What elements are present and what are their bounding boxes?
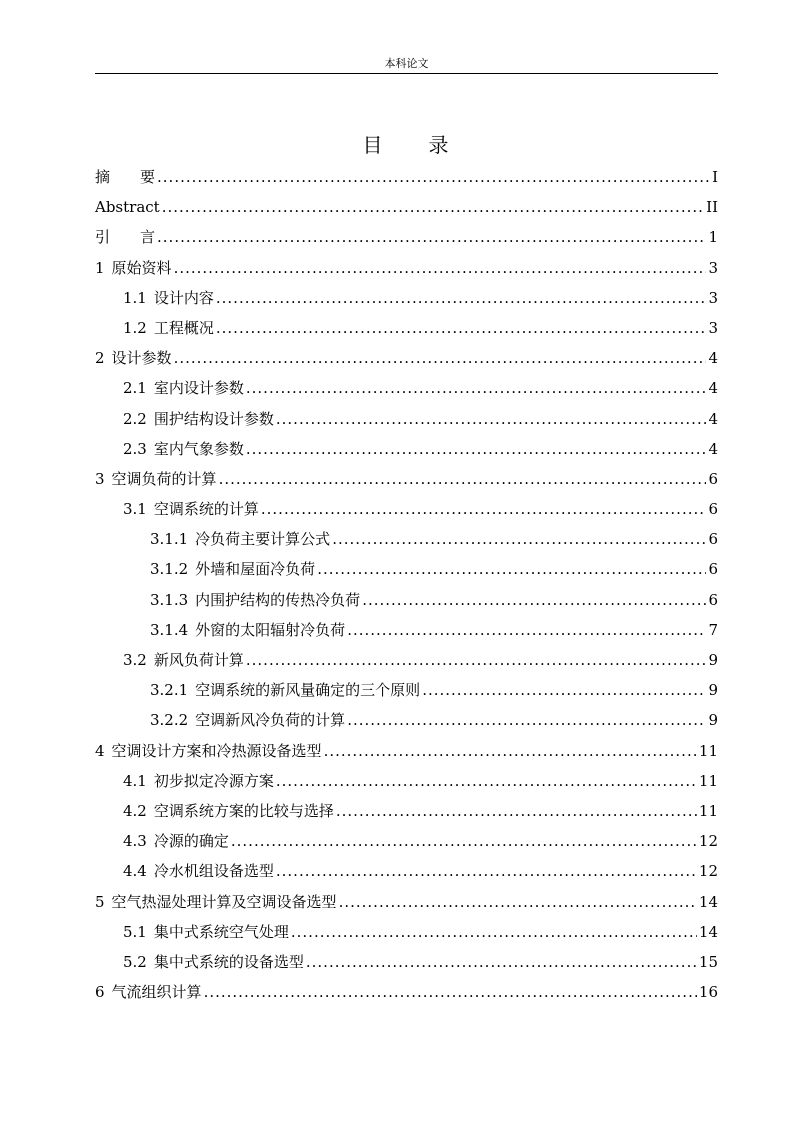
toc-entry-label: 工程概况 (153, 318, 214, 337)
toc-entry-number: 5 (95, 892, 105, 911)
toc-entry-page: 6 (708, 469, 718, 488)
toc-entry-number: 3.1.2 (150, 560, 189, 579)
toc-entry-label: 空调新风冷负荷的计算 (195, 711, 346, 730)
toc-entry-page: 9 (708, 681, 718, 700)
toc-entry-page: 6 (708, 530, 718, 549)
dot-leader (162, 192, 704, 222)
dot-leader (291, 917, 697, 947)
dot-leader (216, 313, 707, 343)
toc-entry[interactable] (95, 404, 718, 434)
toc-entry-page: 9 (708, 651, 718, 669)
toc-entry-label: 外窗的太阳辐射冷负荷 (195, 620, 346, 639)
dot-leader (246, 645, 707, 675)
toc-entry-label: 设计内容 (153, 288, 214, 307)
toc-entry-number: 4.3 (123, 832, 147, 851)
toc-entry-number: 1.1 (123, 288, 147, 307)
toc-entry-number: 2.1 (123, 379, 147, 398)
toc-entry-label: Abstract (95, 198, 160, 217)
dot-leader (157, 222, 706, 252)
dot-leader (246, 434, 707, 464)
dot-leader (216, 283, 707, 313)
table-of-contents (95, 162, 718, 1007)
dot-leader (422, 675, 706, 705)
toc-entry-label: 集中式系统空气处理 (153, 922, 289, 941)
toc-entry[interactable] (95, 766, 718, 796)
toc-entry-label: 摘 要 (95, 168, 156, 186)
toc-title: 目 录 (362, 133, 451, 157)
toc-entry-number: 4.2 (123, 801, 147, 820)
dot-leader (204, 977, 697, 1007)
dot-leader (347, 615, 706, 645)
header-rule (95, 73, 718, 74)
toc-entry-label: 初步拟定冷源方案 (153, 771, 274, 790)
toc-entry-number: 3.1.4 (150, 620, 189, 639)
toc-entry-number: 3.2 (123, 651, 147, 669)
toc-entry-page: 12 (698, 862, 718, 881)
dot-leader (276, 856, 697, 886)
toc-entry[interactable] (95, 977, 718, 1007)
toc-entry-label: 空调系统的新风量确定的三个原则 (195, 681, 421, 700)
toc-entry-number: 1 (95, 258, 105, 277)
toc-entry[interactable] (95, 222, 718, 252)
dot-leader (261, 494, 707, 524)
toc-entry-label: 外墙和屋面冷负荷 (195, 560, 316, 579)
toc-entry[interactable] (95, 796, 718, 826)
toc-entry-number: 4 (95, 741, 105, 760)
toc-entry-label: 围护结构设计参数 (153, 409, 274, 428)
toc-entry-page: 1 (708, 228, 718, 247)
toc-entry-number: 5.1 (123, 922, 147, 941)
toc-entry[interactable] (95, 917, 718, 947)
toc-entry[interactable] (95, 554, 718, 584)
toc-entry[interactable] (95, 313, 718, 343)
toc-entry-label: 冷水机组设备选型 (153, 862, 274, 881)
toc-entry-label: 空调设计方案和冷热源设备选型 (111, 741, 322, 760)
toc-entry-page: I (712, 168, 718, 186)
dot-leader (276, 766, 697, 796)
toc-entry-label: 空调系统的计算 (153, 500, 259, 519)
toc-entry[interactable] (95, 373, 718, 403)
toc-entry-page: 7 (708, 620, 718, 639)
toc-entry-page: 14 (698, 892, 718, 911)
toc-entry-page: 4 (708, 379, 718, 398)
dot-leader (324, 736, 697, 766)
toc-entry-page: 11 (698, 771, 718, 790)
toc-entry-number: 2.2 (123, 409, 147, 428)
toc-entry[interactable] (95, 162, 718, 192)
toc-entry[interactable] (95, 524, 718, 554)
toc-entry-page: 16 (698, 983, 718, 1002)
toc-entry-number: 3 (95, 469, 105, 488)
toc-entry-number: 4.4 (123, 862, 147, 881)
toc-entry-number: 2 (95, 349, 105, 368)
toc-entry-label: 原始资料 (111, 258, 172, 277)
toc-entry-label: 气流组织计算 (111, 983, 202, 1002)
dot-leader (362, 585, 706, 615)
toc-entry-page: 4 (708, 409, 718, 428)
toc-entry-page: II (706, 198, 718, 217)
dot-leader (276, 404, 707, 434)
dot-leader (306, 947, 697, 977)
toc-entry[interactable] (95, 434, 718, 464)
dot-leader (157, 162, 710, 192)
toc-entry[interactable] (95, 675, 718, 705)
toc-entry[interactable] (95, 494, 718, 524)
toc-entry-page: 12 (698, 832, 718, 851)
toc-entry-label: 冷源的确定 (153, 832, 229, 851)
toc-entry-number: 5.2 (123, 952, 147, 971)
toc-entry[interactable] (95, 947, 718, 977)
dot-leader (332, 524, 706, 554)
dot-leader (336, 796, 697, 826)
dot-leader (246, 373, 707, 403)
toc-entry-number: 3.2.1 (150, 681, 189, 700)
toc-entry-label: 空调负荷的计算 (111, 469, 217, 488)
toc-entry-number: 1.2 (123, 318, 147, 337)
toc-entry[interactable] (95, 253, 718, 283)
toc-entry-page: 3 (708, 318, 718, 337)
toc-entry-label: 空调系统方案的比较与选择 (153, 801, 334, 820)
toc-entry-page: 15 (698, 952, 718, 971)
toc-entry[interactable] (95, 192, 718, 222)
dot-leader (219, 464, 707, 494)
toc-entry-label: 空气热湿处理计算及空调设备选型 (111, 892, 337, 911)
toc-entry[interactable] (95, 615, 718, 645)
dot-leader (339, 887, 697, 917)
toc-entry-page: 9 (708, 711, 718, 730)
toc-entry[interactable] (95, 464, 718, 494)
toc-entry[interactable] (95, 705, 718, 735)
toc-entry-page: 3 (708, 258, 718, 277)
toc-entry-page: 6 (708, 560, 718, 579)
dot-leader (174, 253, 707, 283)
toc-entry-label: 室内设计参数 (153, 379, 244, 398)
toc-entry[interactable] (95, 826, 718, 856)
toc-entry-page: 6 (708, 500, 718, 519)
toc-entry-label: 室内气象参数 (153, 439, 244, 458)
toc-entry[interactable] (95, 887, 718, 917)
toc-entry-number: 3.1.3 (150, 590, 189, 609)
toc-entry-number: 3.1 (123, 500, 147, 519)
toc-entry[interactable] (95, 343, 718, 373)
dot-leader (174, 343, 707, 373)
toc-entry-page: 4 (708, 439, 718, 458)
toc-entry-page: 11 (698, 801, 718, 820)
dot-leader (231, 826, 697, 856)
dot-leader (347, 705, 706, 735)
toc-entry[interactable] (95, 645, 718, 675)
toc-entry-label: 新风负荷计算 (153, 651, 244, 669)
toc-entry-number: 3.1.1 (150, 530, 189, 549)
toc-entry[interactable] (95, 736, 718, 766)
toc-entry-page: 6 (708, 590, 718, 609)
dot-leader (317, 554, 706, 584)
toc-entry-number: 6 (95, 983, 105, 1002)
toc-entry[interactable] (95, 585, 718, 615)
toc-entry[interactable] (95, 283, 718, 313)
toc-entry-label: 引 言 (95, 228, 156, 247)
toc-entry-page: 4 (708, 349, 718, 368)
toc-entry-page: 3 (708, 288, 718, 307)
toc-entry-number: 3.2.2 (150, 711, 189, 730)
toc-entry-label: 冷负荷主要计算公式 (195, 530, 331, 549)
toc-entry-label: 集中式系统的设备选型 (153, 952, 304, 971)
toc-entry-number: 2.3 (123, 439, 147, 458)
running-header: 本科论文 (384, 57, 429, 70)
toc-entry-page: 14 (698, 922, 718, 941)
toc-entry[interactable] (95, 856, 718, 886)
toc-entry-label: 内围护结构的传热冷负荷 (195, 590, 361, 609)
toc-entry-label: 设计参数 (111, 349, 172, 368)
toc-entry-page: 11 (698, 741, 718, 760)
toc-entry-number: 4.1 (123, 771, 147, 790)
